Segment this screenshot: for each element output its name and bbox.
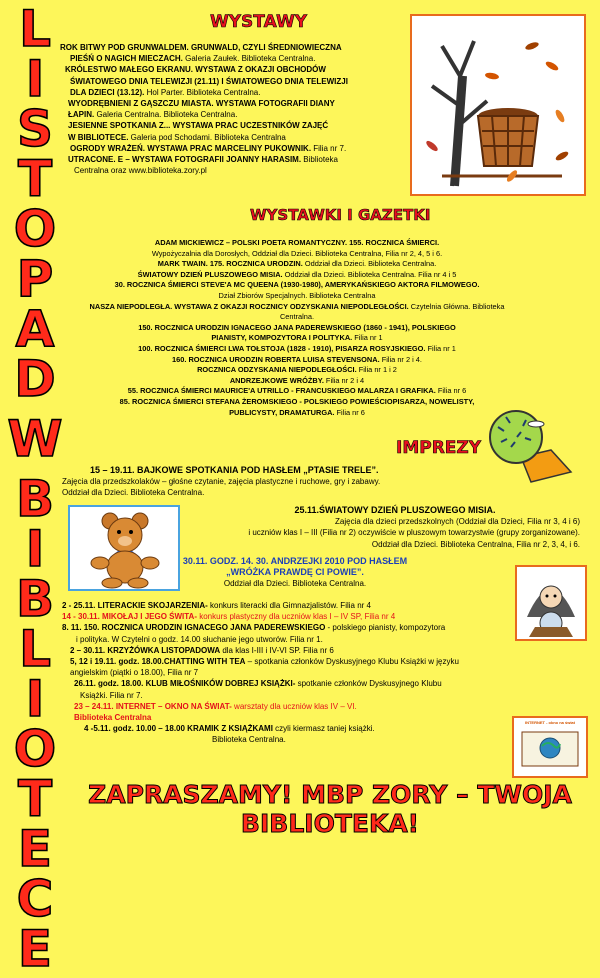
- list-item: ROCZNICA ODZYSKANIA NIEPODLEGŁOŚCI. Filia nr 1 i 2: [197, 365, 397, 375]
- list-item: Zajęcia dla przedszkolaków – głośne czytanie, zajęcia plastyczne i ruchowe, gry i zabawy.: [62, 477, 381, 487]
- globe-icon: [514, 728, 586, 772]
- list-item: 4 -5.11. godz. 10.00 – 18.00 KRAMIK Z KSIĄŻKAMI czyli kiermasz taniej książki.: [84, 724, 375, 734]
- crystal-ball-icon: [476, 402, 586, 484]
- list-item: 2 - 25.11. LITERACKIE SKOJARZENIA- konkurs literacki dla Gimnazjalistów. Filia nr 4: [62, 601, 371, 610]
- list-item: ROK BITWY POD GRUNWALDEM. GRUNWALD, CZYLI ŚREDNIOWIECZNA: [60, 43, 342, 52]
- list-item: Centralna oraz www.biblioteka.zory.pl: [74, 166, 207, 176]
- list-item: Centralna.: [279, 312, 315, 322]
- list-item: 14 - 30.11. MIKOŁAJ I JEGO ŚWITA- konkurs plastyczny dla uczniów klas I – IV SP, Filia nr 4: [62, 612, 396, 622]
- imprezy-heading: IMPREZY: [396, 438, 482, 458]
- list-item: 150. ROCZNICA URODZIN IGNACEGO JANA PADEREWSKIEGO (1860 - 1941), POLSKIEGO: [138, 322, 456, 332]
- list-item: Książki. Filia nr 7.: [80, 690, 143, 700]
- list-item: PIANISTY, KOMPOZYTORA I POLITYKA. Filia nr 1: [211, 333, 383, 343]
- wystawy-list: [60, 42, 410, 176]
- list-item: DLA DZIECI (13.12). Hol Parter. Biblioteka Centralna.: [70, 87, 261, 97]
- andrzejki-place: Oddział dla Dzieci. Biblioteka Centralna.: [223, 579, 367, 589]
- list-item: angielskim (piątki o 18.00), Filia nr 7: [70, 668, 199, 678]
- list-item: 15 – 19.11. BAJKOWE SPOTKANIA POD HASŁEM „PTASIE TRELE”.: [90, 465, 379, 475]
- list-item: 5, 12 i 19.11. godz. 18.00.CHATTING WITH TEA – spotkania członków Dyskusyjnego Klubu Książki w języku: [70, 657, 459, 667]
- list-item: ŚWIATOWY DZIEŃ PLUSZOWEGO MISIA. Oddział dla Dzieci. Biblioteka Centralna. Filia nr 4 i 5: [137, 269, 457, 279]
- list-item: 23 – 24.11. INTERNET – OKNO NA ŚWIAT- warsztaty dla uczniów klas IV – VI.: [74, 701, 357, 711]
- vertical-title: L I S T O P A D W B I B L I O T E C E: [7, 0, 63, 978]
- list-item: i polityka. W Czytelni o godz. 14.00 słuchanie jego utworów. Filia nr 1.: [76, 634, 323, 644]
- list-item: JESIENNE SPOTKANIA Z... WYSTAWA PRAC UCZESTNIKÓW ZAJĘĆ: [68, 121, 329, 131]
- list-item: KRÓLESTWO MAŁEGO EKRANU. WYSTAWA Z OKAZJI OBCHODÓW: [65, 65, 326, 75]
- autumn-basket-illustration: [410, 14, 586, 196]
- fortune-teller-icon: [517, 567, 585, 639]
- list-item: PUBLICYSTY, DRAMATURGA. Filia nr 6: [229, 407, 365, 417]
- list-item: 160. ROCZNICA URODZIN ROBERTA LUISA STEVENSONA. Filia nr 2 i 4.: [172, 354, 422, 364]
- andrzejki-title: 30.11. GODZ. 14. 30. ANDRZEJKI 2010 POD HASŁEM: [182, 556, 408, 566]
- wystawy-heading: WYSTAWY: [210, 12, 308, 32]
- misia-block: [180, 505, 580, 550]
- list-item: UTRACONE. E – WYSTAWA FOTOGRAFII JOANNY HARASIM. Biblioteka: [68, 155, 338, 165]
- list-item: PIEŚŃ O NAGICH MIECZACH. Galeria Zaułek. Biblioteka Centralna.: [70, 54, 316, 64]
- list-item: Wypożyczalnia dla Dorosłych, Oddział dla Dzieci. Biblioteka Centralna, Filia nr 2, 4, 5 i 6.: [151, 248, 443, 258]
- list-item: MARK TWAIN. 175. ROCZNICA URODZIN. Oddział dla Dzieci. Biblioteka Centralna.: [157, 259, 437, 269]
- list-item: Oddział dla Dzieci. Biblioteka Centralna.: [62, 488, 205, 498]
- list-item: Biblioteka Centralna: [74, 713, 152, 723]
- crystal-ball-illustration: [476, 402, 586, 484]
- list-item: Zajęcia dla dzieci przedszkolnych (Oddział dla Dzieci, Filia nr 3, 4 i 6): [335, 517, 580, 527]
- list-item: 100. ROCZNICA ŚMIERCI LWA TOŁSTOJA (1828 - 1910), PISARZA ROSYJSKIEGO. Filia nr 1: [138, 343, 456, 353]
- footer-slogan: ZAPRASZAMY! MBP ZORY – TWOJA BIBLIOTEKA!: [88, 780, 572, 838]
- gazetki-list: [62, 238, 532, 418]
- list-item: 25.11.ŚWIATOWY DZIEŃ PLUSZOWEGO MISIA.: [294, 505, 496, 515]
- events-list: [62, 600, 512, 746]
- list-item: ANDRZEJKOWE WRÓŻBY. Filia nr 2 i 4: [229, 375, 365, 385]
- gazetki-heading: WYSTAWKI I GAZETKI: [250, 206, 431, 224]
- list-item: Dział Zbiorów Specjalnych. Biblioteka Centralna: [218, 290, 376, 300]
- list-item: 8. 11. 150. ROCZNICA URODZIN IGNACEGO JANA PADEREWSKIEGO - polskiego pianisty, kompozytora: [62, 623, 446, 633]
- list-item: ŚWIATOWEGO DNIA TELEWIZJI (21.11) I ŚWIATOWEGO DNIA TELEWIZJI: [70, 76, 348, 86]
- autumn-tree-icon: [412, 16, 584, 194]
- fortune-teller-illustration: [515, 565, 587, 641]
- list-item: ADAM MICKIEWICZ – POLSKI POETA ROMANTYCZNY. 155. ROCZNICA ŚMIERCI.: [154, 238, 440, 247]
- list-item: W BIBLIOTECE. Galeria pod Schodami. Biblioteka Centralna: [68, 132, 286, 142]
- bajkowe-block: [62, 465, 482, 499]
- list-item: 85. ROCZNICA ŚMIERCI STEFANA ŻEROMSKIEGO - POLSKIEGO POWIEŚCIOPISARZA, NOWELISTY,: [119, 396, 475, 406]
- andrzejki-motto: „WRÓŻKA PRAWDĘ CI POWIE”.: [226, 567, 364, 578]
- list-item: 26.11. godz. 18.00. KLUB MIŁOŚNIKÓW DOBREJ KSIĄŻKI- spotkanie członków Dyskusyjnego Klubu: [74, 679, 442, 689]
- list-item: i uczniów klas I – III (Filia nr 2) oczywiście w pluszowym towarzystwie (grupy zorganizowane).: [248, 528, 580, 538]
- list-item: ŁAPIN. Galeria Centralna. Biblioteka Centralna.: [68, 110, 238, 120]
- list-item: OGRODY WRAŻEŃ. WYSTAWA PRAC MARCELINY PUKOWNIK. Filia nr 7.: [70, 143, 347, 153]
- andrzejki-block: [100, 556, 490, 590]
- list-item: NASZA NIEPODLEGŁA. WYSTAWA Z OKAZJI ROCZNICY ODZYSKANIA NIEPODLEGŁOŚCI. Czytelnia Główna. Biblioteka: [89, 301, 505, 311]
- list-item: 55. ROCZNICA ŚMIERCI MAURICE'A UTRILLO - FRANCUSKIEGO MALARZA I GRAFIKA. Filia nr 6: [127, 386, 467, 396]
- internet-workshop-badge: [512, 716, 588, 778]
- list-item: 30. ROCZNICA ŚMIERCI STEVE'A MC QUEENA (1930-1980), AMERYKAŃSKIEGO AKTORA FILMOWEGO.: [114, 280, 480, 290]
- list-item: WYODRĘBNIENI Z GĄSZCZU MIASTA. WYSTAWA FOTOGRAFII DIANY: [68, 99, 335, 109]
- badge-title: INTERNET - okno na świat: [524, 720, 575, 725]
- list-item: Oddział dla Dzieci. Biblioteka Centralna, Filia nr 2, 3, 4, i 6.: [371, 539, 580, 549]
- list-item: Biblioteka Centralna.: [212, 735, 286, 745]
- list-item: 2 – 30.11. KRZYŻÓWKA LISTOPADOWA dla klas I-III i IV-VI SP. Filia nr 6: [70, 645, 334, 655]
